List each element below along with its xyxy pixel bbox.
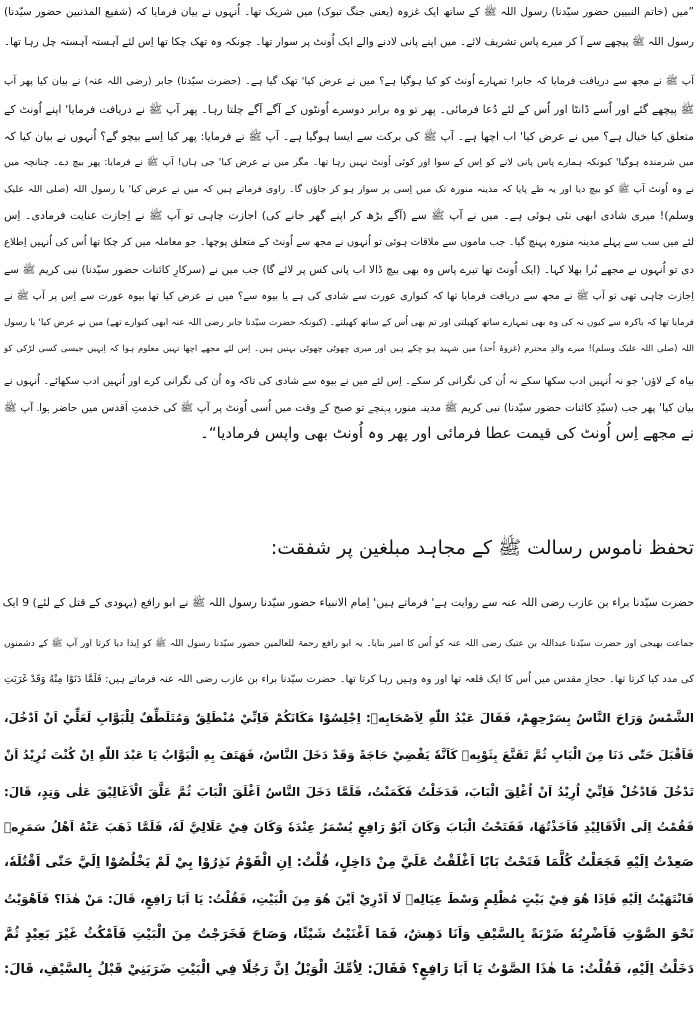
arabic-hadith-line: فَاَقْبَلَ حَتّٰى دَنَا مِنَ الْبَابِ ثُمَّ تَقَنَّعَ بِثَوْبِهٖ كَاَنَّهٗ يَقْضِيْ حَاجَةً وَقَدْ دَخَلَ النَّاسُ، فَهَتَفَ بِهِ الْبَوَّابُ يَا عَبْدَ اللّٰهِ اِنْ كُنْتَ تُرِيْدُ اَنْ (4, 748, 694, 762)
story-line: میں شرمندہ ہوگیا' کیونکہ ہمارے پاس پانی لانے کو اِس کے سوا اور کوئی اُونٹ نہیں رہا تھا۔ مگر میں نے عرض کیا' جی ہاں! آپ ﷺ نے فرمایا: پھر بیچ دے۔ چنانچہ میں (4, 157, 694, 168)
story-line: نے وہ اُونٹ آپ ﷺ کو بیچ دیا اور یہ طے پایا کہ مدینہ منورہ تک میں اِسی پر سوار ہو کر جاؤں گا۔ راوی فرماتے ہیں کہ میں نے عرض کیا' یا رسول اللہ (صلی اللہ علیک (4, 184, 694, 195)
arabic-hadith-line: فَقُمْتُ اِلَى الْاَقَالِيْدِ فَاَخَذْتُهَا، فَفَتَحْتُ الْبَابَ وَكَانَ اَبُوْ رَافِعٍ يُسْمَرُ عِنْدَهٗ وَكَانَ فِيْ عَلَالِيَّ لَهٗ، فَلَمَّا ذَهَبَ عَنْهُ اَهْلُ سَمَرِهٖ (4, 820, 694, 834)
story-line: ﷺ پیچھے گئے اور اُسے ڈانٹا اور اُس کے لئے دُعا فرمائی۔ پھر تو وہ برابر دوسرے اُونٹوں کے آگے آگے چلتا رہا۔ پھر آپ ﷺ نے دریافت فرمایا' اپنے اُونٹ کے (4, 103, 694, 116)
arabic-hadith-line: الشَّمْسُ وَرَاحَ النَّاسُ بِسَرْحِهِمْ، فَقَالَ عَبْدُ اللّٰهِ لِاَصْحَابِهٖ: اِجْلِسُوْا مَكَانَكُمْ فَاِنِّيْ مُنْطَلِقٌ وَمُتَلَطِّفٌ لِلْبَوَّابِ لَعَلِّيْ اَنْ اَدْخُلَ، (4, 711, 694, 725)
arabic-hadith-line: دَخَلْتُ اِلَيْهِ، فَقُلْتُ: مَا هٰذَا الصَّوْتُ يَا اَبَا رَافِعٍ؟ فَقَالَ: لِاُمِّكَ الْوَيْلُ اِنَّ رَجُلًا فِي الْبَيْتِ ضَرَبَنِيْ قَبْلُ بِالسَّيْفِ، قَالَ: (4, 962, 694, 977)
story-line: اِجازت چاہی تھی تو آپ ﷺ نے مجھ سے دریافت فرمایا تھا کہ کنواری عورت سے شادی کی ہے یا بیوہ سے؟ میں نے عرض کیا تھا بیوہ عورت سے اِس پر آپ ﷺ نے (4, 291, 694, 302)
story-line: آپ ﷺ نے مجھ سے دریافت فرمایا کہ جابر! تمہارے اُونٹ کو کیا ہوگیا ہے؟ میں نے عرض کیا' تھک گیا ہے۔ (حضرت سیّدنا) جابر (رضی اللہ عنہ) نے بیان کیا پھر آپ (4, 76, 694, 87)
section-urdu-line: کی مدد کیا کرتا تھا۔ حجازِ مقدس میں اُس کا ایک قلعہ تھا اور وہ وہیں رہا کرتا تھا۔ حضرت سیّدنا براء بن عازب رضی اللہ عنہ فرماتے ہیں: فَلَمَّا دَنَوْا مِنْهُ وَقَدْ غَرَبَتِ (4, 674, 694, 685)
section-urdu-line: حضرت سیّدنا براء بن عازب رضی اللہ عنہ سے روایت ہے' فرماتے ہیں' اِمام الانبیاء حضور سیّدنا رسول اللہ ﷺ نے ابو رافع (یہودی کے قتل کے لئے) 9 ایک (2, 596, 694, 609)
story-line: ”میں (خاتم النبیین حضور سیّدنا) رسول اللہ ﷺ کے ساتھ ایک غزوہ (یعنی جنگ تبوک) میں شریک تھا۔ اُنہوں نے بیان فرمایا کہ (شفیع المذنبین حضور سیّدنا) (4, 6, 694, 18)
story-line: نے مجھے اِس اُونٹ کی قیمت عطا فرمائی اور پھر وہ اُونٹ بھی واپس فرمادیا“۔ (200, 424, 694, 442)
story-line: متعلق کیا خیال ہے؟ میں نے عرض کیا' اب اچھا ہے۔ آپ ﷺ کی برکت سے ایسا ہوگیا ہے۔ آپ ﷺ نے فرمایا: پھر کیا اِسے بیچو گے؟ اُنہوں نے بیان کیا کہ (4, 130, 694, 143)
arabic-hadith-line: صَعِدْتُ اِلَيْهِ فَجَعَلْتُ كُلَّمَا فَتَحْتُ بَابًا اَغْلَقْتُ عَلَيَّ مِنْ دَاخِلٍ، قُلْتُ: اِنِ الْقَوْمُ نَذِرُوْا بِيْ لَمْ يَخْلُصُوْا اِلَيَّ حَتّٰى اَقْتُلَهٗ، (4, 855, 694, 870)
story-line: لئے میں سب سے پہلے مدینہ منورہ پہنچ گیا۔ جب ماموں سے ملاقات ہوئی تو اُنہوں نے مجھ سے اُونٹ کے متعلق پوچھا۔ جو معاملہ میں کر چکا تھا اُس کی اُنہیں اِطلاع (4, 237, 694, 248)
story-line: بیان کیا' پھر جب (سیّدِ کائنات حضور سیّدنا) نبی کریم ﷺ مدینہ منورہ پہنچے تو صبح کے وقت میں اُسی اُونٹ پر آپ ﷺ کی خدمتِ اَقدس میں حاضر ہوا۔ آپ ﷺ (4, 402, 694, 414)
story-line: فرمایا تھا کہ باکرہ سے کیوں نہ کی وہ بھی تمہارے ساتھ کھیلتی اور تم بھی اُس کے ساتھ کھیلتے۔ (کیونکہ حضرت سیّدنا جابر رضی اللہ عنہ ابھی کنوارے تھے) میں نے عرض کیا' یا رسول (4, 318, 694, 328)
story-line: دی تو اُنہوں نے مجھے بُرا بھلا کہا۔ (ایک اُونٹ تھا تیرے پاس وہ بھی بیچ ڈالا اب پانی کس پر لائے گا) جب میں نے (سرکارِ کائنات حضور سیّدنا) نبی کریم ﷺ سے (4, 264, 694, 276)
section-heading: تحفظ ناموس رسالت ﷺ کے مجاہد مبلغین پر شفقت: (270, 537, 694, 559)
arabic-hadith-line: نَحْوَ الصَّوْتِ فَاَضْرِبُهٗ ضَرْبَةً بِالسَّيْفِ وَاَنَا دَهِشٌ، فَمَا اَغْنَيْتُ شَيْئًا، وَصَاحَ فَخَرَجْتُ مِنَ الْبَيْتِ فَاَمْكُثُ غَيْرَ بَعِيْدٍ ثُمَّ (4, 927, 694, 942)
story-line: رسول اللہ ﷺ پیچھے سے آ کر میرے پاس تشریف لائے۔ میں اپنے پانی لادنے والے ایک اُونٹ پر سوار تھا۔ چونکہ وہ تھک چکا تھا اِس لئے آہستہ آہستہ چل رہا تھا۔ (3, 36, 694, 48)
section-urdu-line: جماعت بھیجی اور حضرت سیّدنا عبداللہ بن عتیک رضی اللہ عنہ کو اُس کا امیر بنایا۔ یہ ابو رافع رحمۃ للعالمین حضور سیّدنا رسول اللہ ﷺ کو اِیذا دیا کرتا اور آپ ﷺ کے دشمنوں (4, 639, 694, 649)
story-line: وسلم)! میری شادی ابھی نئی ہوئی ہے۔ میں نے آپ ﷺ سے (آگے بڑھ کر اپنے گھر جانے کی) اجازت چاہی تو آپ ﷺ نے اِجازت عنایت فرمادی۔ اِس (4, 209, 694, 222)
arabic-hadith-line: تَدْخُلَ فَادْخُلْ فَاِنِّيْ اُرِيْدُ اَنْ اُغْلِقَ الْبَابَ، فَدَخَلْتُ فَكَمَنْتُ، فَلَمَّا دَخَلَ النَّاسُ اَغْلَقَ الْبَابَ ثُمَّ عَلَّقَ الْاَغَالِيْقَ عَلٰى وَتِدٍ، قَالَ: (4, 785, 694, 799)
arabic-hadith-line: فَانْتَهَيْتُ اِلَيْهِ فَاِذَا هُوَ فِيْ بَيْتٍ مُظْلِمٍ وَسْطَ عِيَالِهٖ لَا اَدْرِيْ اَيْنَ هُوَ مِنَ الْبَيْتِ، فَقُلْتُ: يَا اَبَا رَافِعٍ، قَالَ: مَنْ هٰذَا؟ فَاَهْوَيْتُ (4, 892, 694, 906)
story-line: بیاہ کے لاؤں' جو نہ اُنہیں ادب سکھا سکے نہ اُن کی نگرانی کر سکے۔ اِس لئے میں نے بیوہ سے شادی کی تاکہ وہ اُن کی نگرانی کرے اور اُنہیں ادب سکھائے۔ اُنہوں نے (4, 376, 694, 387)
story-line: اللہ (صلی اللہ علیک وسلم)! میرے والدِ محترم (غزوۂ اُحد) میں شہید ہو چکے ہیں اور میری چھوٹی چھوٹی بہنیں ہیں۔ اِس لئے مجھے اچھا نہیں معلوم ہوا کہ اِنہیں جیسی کسی لڑکی کو (4, 344, 694, 354)
